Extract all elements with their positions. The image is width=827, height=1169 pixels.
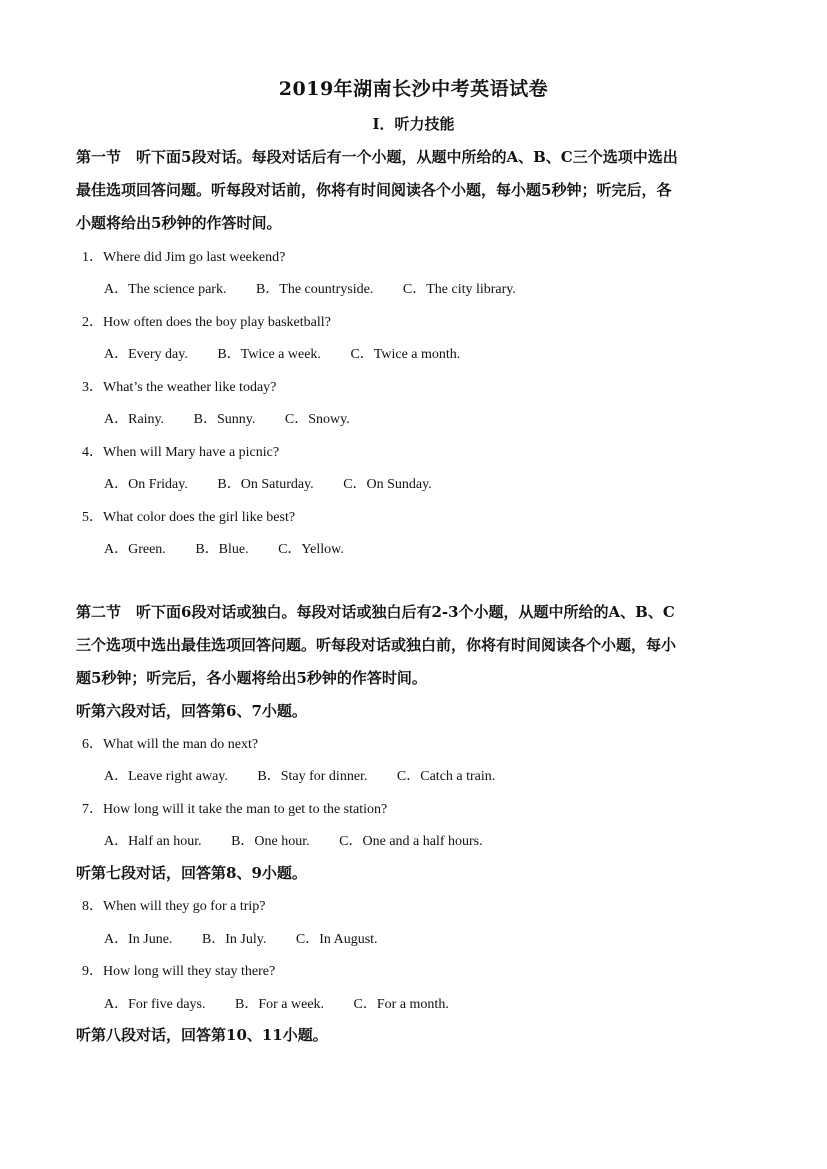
option-b: B．For a week. [235, 997, 325, 1012]
question-7-options [104, 830, 509, 850]
question-8-options [104, 928, 404, 948]
question-5-options [104, 538, 370, 558]
part2-instruction-line-1: 第二节 听下面6段对话或独白。每段对话或独白后有2-3个小题，从题中所给的A、B、C [76, 603, 675, 621]
question-9-options [104, 993, 475, 1013]
question-5: 5．What color does the girl like best? [82, 510, 296, 525]
option-c: C．The city library. [402, 282, 516, 297]
option-c: C．Yellow. [278, 542, 344, 557]
option-b: B．Sunny. [193, 412, 256, 427]
question-4-options [104, 473, 458, 493]
part2-instruction-line-2: 三个选项中选出最佳选项回答问题。听每段对话或独白前，你将有时间阅读各个小题，每小 [76, 636, 677, 654]
group-7-heading: 听第七段对话，回答第8、9小题。 [76, 864, 307, 882]
question-2: 2．How often does the boy play basketball? [82, 315, 331, 330]
group-8-heading: 听第八段对话，回答第10、11小题。 [76, 1026, 328, 1044]
question-6-options [104, 765, 521, 785]
option-a: A．For five days. [104, 997, 206, 1012]
option-b: B．Twice a week. [217, 347, 321, 362]
option-b: B．In July. [201, 932, 267, 947]
option-b: B．Stay for dinner. [257, 769, 368, 784]
option-b: B．One hour. [231, 834, 310, 849]
option-b: B．On Saturday. [217, 477, 314, 492]
question-1: 1．Where did Jim go last weekend? [82, 250, 286, 265]
exam-title: 2019年湖南长沙中考英语试卷 [278, 78, 549, 100]
option-a: A．Half an hour. [104, 834, 202, 849]
question-3: 3．What’s the weather like today? [82, 380, 277, 395]
option-a: A．On Friday. [104, 477, 188, 492]
option-a: A．In June. [104, 932, 173, 947]
option-a: A．The science park. [104, 282, 227, 297]
part2-instruction-line-3: 题5秒钟；听完后，各小题将给出5秒钟的作答时间。 [76, 669, 427, 687]
question-8: 8．When will they go for a trip? [82, 899, 266, 914]
question-1-options [104, 278, 542, 298]
option-b: B．The countryside. [255, 282, 374, 297]
option-c: C．In August. [295, 932, 378, 947]
group-6-heading: 听第六段对话，回答第6、7小题。 [76, 702, 307, 720]
option-c: C．Catch a train. [396, 769, 496, 784]
option-a: A．Green. [104, 542, 166, 557]
part1-instruction-line-2: 最佳选项回答问题。听每段对话前，你将有时间阅读各个小题，每小题5秒钟；听完后，各 [76, 181, 672, 199]
question-7: 7．How long will it take the man to get to the station? [82, 802, 388, 817]
option-a: A．Rainy. [104, 412, 165, 427]
option-a: A．Every day. [104, 347, 188, 362]
option-b: B．Blue. [195, 542, 249, 557]
option-c: C．For a month. [353, 997, 449, 1012]
question-3-options [104, 408, 376, 428]
option-a: A．Leave right away. [104, 769, 228, 784]
part1-instruction-line-3: 小题将给出5秒钟的作答时间。 [76, 214, 282, 232]
question-4: 4．When will Mary have a picnic? [82, 445, 280, 460]
section-heading: I．听力技能 [372, 115, 455, 133]
option-c: C．Snowy. [284, 412, 350, 427]
option-c: C．One and a half hours. [339, 834, 483, 849]
option-c: C．On Sunday. [343, 477, 432, 492]
question-9: 9．How long will they stay there? [82, 964, 276, 979]
question-2-options [104, 343, 486, 363]
question-6: 6．What will the man do next? [82, 737, 259, 752]
option-c: C．Twice a month. [350, 347, 461, 362]
part1-instruction-line-1: 第一节 听下面5段对话。每段对话后有一个小题，从题中所给的A、B、C三个选项中选出 [76, 148, 678, 166]
